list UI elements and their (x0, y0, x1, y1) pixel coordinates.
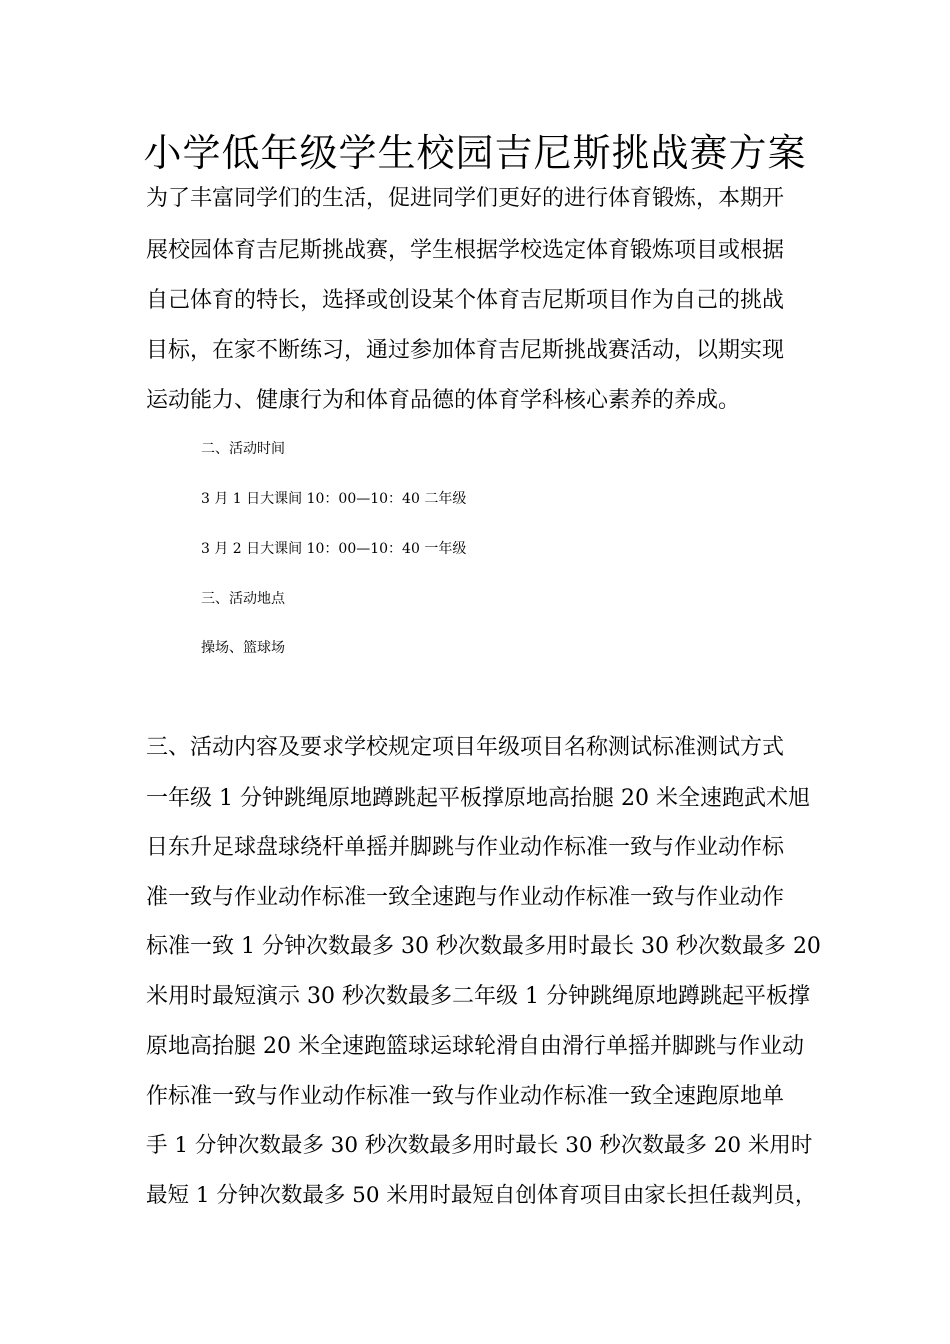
intro-line: 展校园体育吉尼斯挑战赛，学生根据学校选定体育锻炼项目或根据 (146, 238, 785, 263)
intro-line: 自己体育的特长，选择或创设某个体育吉尼斯项目作为自己的挑战 (146, 288, 785, 313)
content-line: 最短 1 分钟次数最多 50 米用时最短自创体育项目由家长担任裁判员， (146, 1183, 817, 1208)
content-line: 作标准一致与作业动作标准一致与作业动作标准一致全速跑原地单 (146, 1084, 785, 1109)
content-line: 手 1 分钟次数最多 30 秒次数最多用时最长 30 秒次数最多 20 米用时 (146, 1133, 813, 1158)
section-time-heading: 二、活动时间 (201, 441, 285, 457)
content-line: 标准一致 1 分钟次数最多 30 秒次数最多用时最长 30 秒次数最多 20 (146, 934, 821, 959)
document-title: 小学低年级学生校园吉尼斯挑战赛方案 (143, 131, 807, 175)
schedule-item: 3 月 1 日大课间 10：00—10：40 二年级 (201, 491, 467, 507)
intro-line: 运动能力、健康行为和体育品德的体育学科核心素养的养成。 (146, 388, 741, 413)
place-value: 操场、篮球场 (201, 640, 285, 656)
content-line: 准一致与作业动作标准一致全速跑与作业动作标准一致与作业动作 (146, 885, 785, 910)
section-place-heading: 三、活动地点 (201, 591, 285, 607)
content-line: 三、活动内容及要求学校规定项目年级项目名称测试标准测试方式 (146, 735, 785, 760)
content-line: 日东升足球盘球绕杆单摇并脚跳与作业动作标准一致与作业动作标 (146, 835, 785, 860)
schedule-item: 3 月 2 日大课间 10：00—10：40 一年级 (201, 541, 467, 557)
content-line: 原地高抬腿 20 米全速跑篮球运球轮滑自由滑行单摇并脚跳与作业动 (146, 1034, 804, 1059)
content-line: 一年级 1 分钟跳绳原地蹲跳起平板撑原地高抬腿 20 米全速跑武术旭 (146, 786, 810, 811)
content-line: 米用时最短演示 30 秒次数最多二年级 1 分钟跳绳原地蹲跳起平板撑 (146, 984, 810, 1009)
intro-line: 为了丰富同学们的生活，促进同学们更好的进行体育锻炼，本期开 (146, 186, 785, 211)
intro-line: 目标，在家不断练习，通过参加体育吉尼斯挑战赛活动，以期实现 (146, 338, 785, 363)
